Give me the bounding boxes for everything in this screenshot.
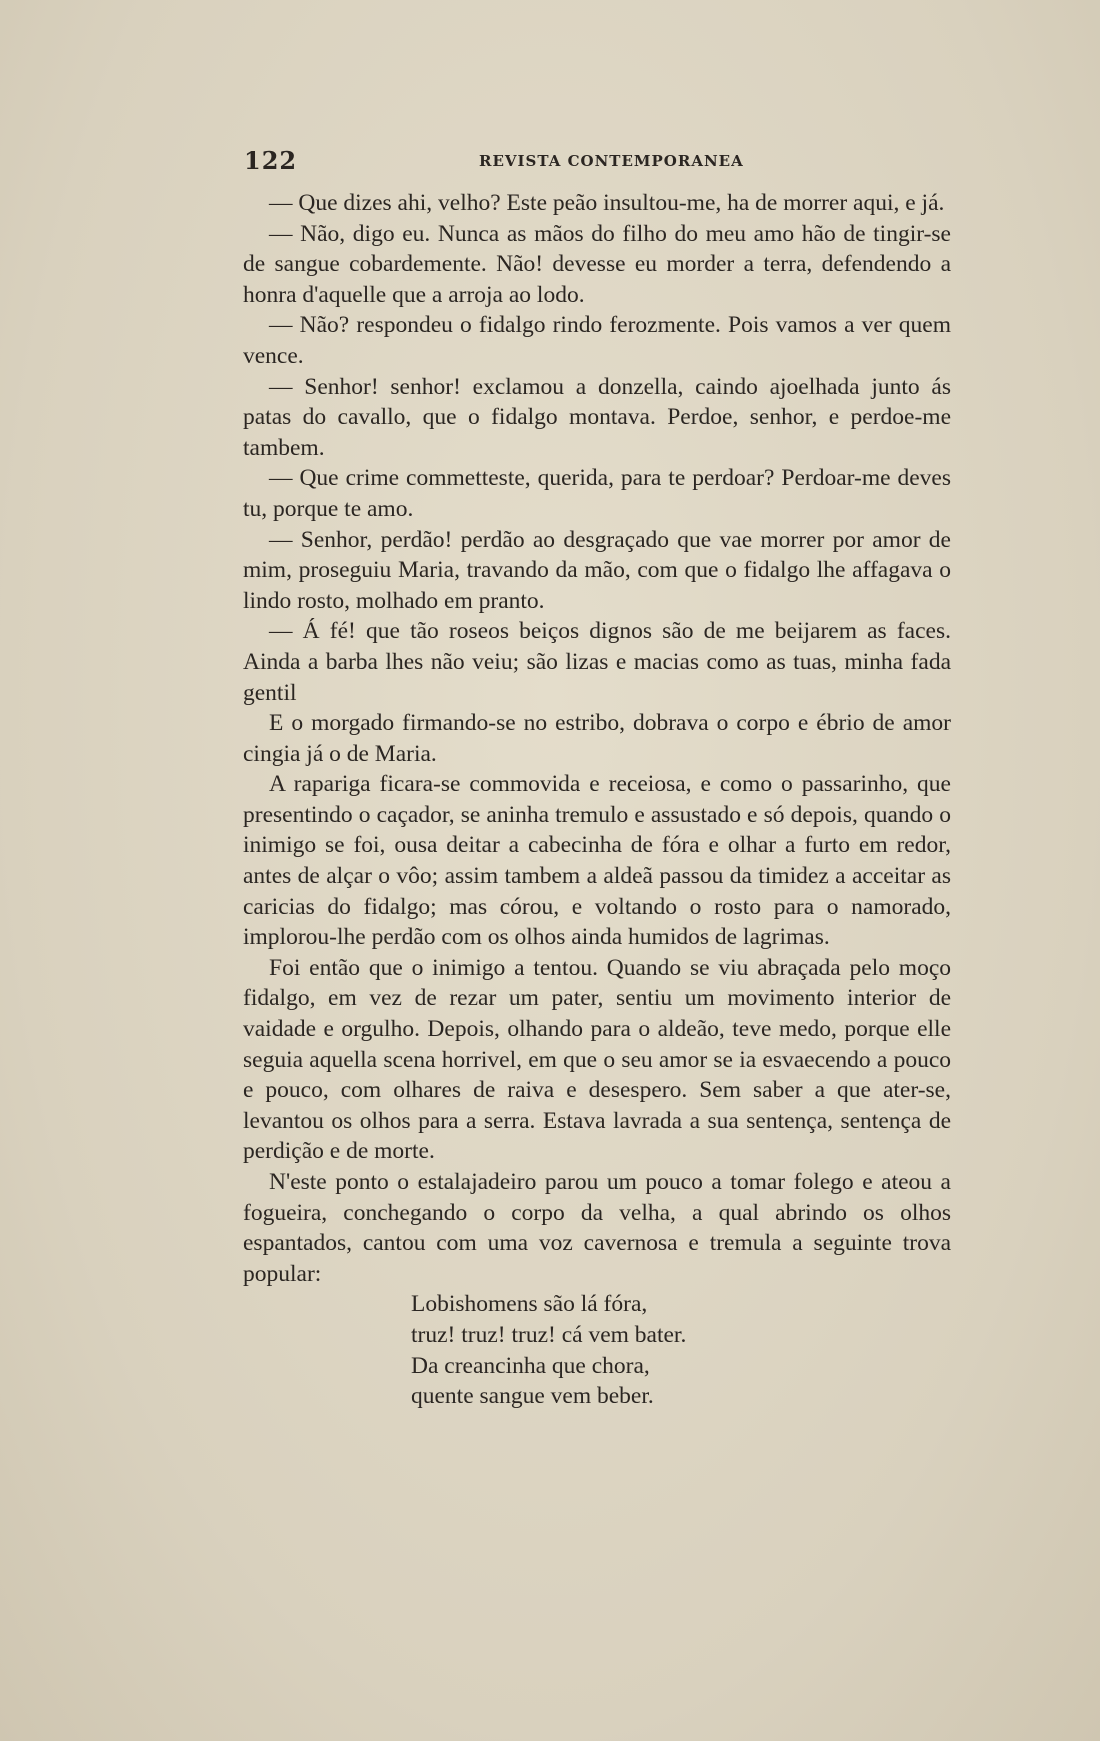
verse-line: Lobishomens são lá fóra, <box>411 1291 648 1318</box>
verse-line: Da creancinha que chora, <box>411 1352 650 1379</box>
paragraph: — Senhor! senhor! exclamou a donzella, caindo ajoelhada junto ás patas do cavallo, que o fidalgo montava. Perdoe, senhor, e perdoe-me tambem. <box>243 373 951 461</box>
paragraph: — Não, digo eu. Nunca as mãos do filho do meu amo hão de tingir-se de sangue cobardemente. Não! devesse eu morder a terra, defendendo a honra d'aquelle que a arroja ao lodo. <box>243 220 951 308</box>
paragraph: — Senhor, perdão! perdão ao desgraçado que vae morrer por amor de mim, proseguiu Maria, travando da mão, com que o fidalgo lhe affagava o lindo rosto, molhado em pranto. <box>243 526 951 614</box>
page-header <box>244 146 950 176</box>
paragraph: — Á fé! que tão roseos beiços dignos são de me beijarem as faces. Ainda a barba lhes não veiu; são lizas e macias como as tuas, minha fada gentil <box>243 618 951 706</box>
text-body <box>243 188 951 1412</box>
verse-block <box>411 1289 951 1411</box>
running-title: REVISTA CONTEMPORANEA <box>479 152 744 170</box>
paragraph: — Não? respondeu o fidalgo rindo ferozmente. Pois vamos a ver quem vence. <box>243 312 951 369</box>
verse-line: truz! truz! truz! cá vem bater. <box>411 1321 687 1348</box>
paragraph: — Que crime commetteste, querida, para te perdoar? Perdoar-me deves tu, porque te amo. <box>243 465 951 522</box>
paragraph: N'este ponto o estalajadeiro parou um pouco a tomar folego e ateou a fogueira, conchegando o corpo da velha, a qual abrindo os olhos espantados, cantou com uma voz cavernosa e tremula a seguinte trova popular: <box>243 1169 951 1287</box>
paragraph: E o morgado firmando-se no estribo, dobrava o corpo e ébrio de amor cingia já o de Maria. <box>243 710 951 767</box>
paragraph: A rapariga ficara-se commovida e receiosa, e como o passarinho, que presentindo o caçador, se aninha tremulo e assustado e só depois, quando o inimigo se foi, ousa deitar a cabecinha de fóra e olhar a furto em redor, antes de alçar o vôo; assim tambem a aldeã passou da timidez a acceitar as caricias do fidalgo; mas córou, e voltando o rosto para o namorado, implorou-lhe perdão com os olhos ainda humidos de lagrimas. <box>243 771 951 951</box>
page-number: 122 <box>244 146 298 175</box>
paragraph: Foi então que o inimigo a tentou. Quando se viu abraçada pelo moço fidalgo, em vez de rezar um pater, sentiu um movimento interior de vaidade e orgulho. Depois, olhando para o aldeão, teve medo, porque elle seguia aquella scena horrivel, em que o seu amor se ia esvaecendo a pouco e pouco, com olhares de raiva e desespero. Sem saber a que ater-se, levantou os olhos para a serra. Estava lavrada a sua sentença, sentença de perdição e de morte. <box>243 954 951 1165</box>
verse-line: quente sangue vem beber. <box>411 1383 654 1410</box>
paragraph: — Que dizes ahi, velho? Este peão insultou-me, ha de morrer aqui, e já. <box>269 190 945 216</box>
